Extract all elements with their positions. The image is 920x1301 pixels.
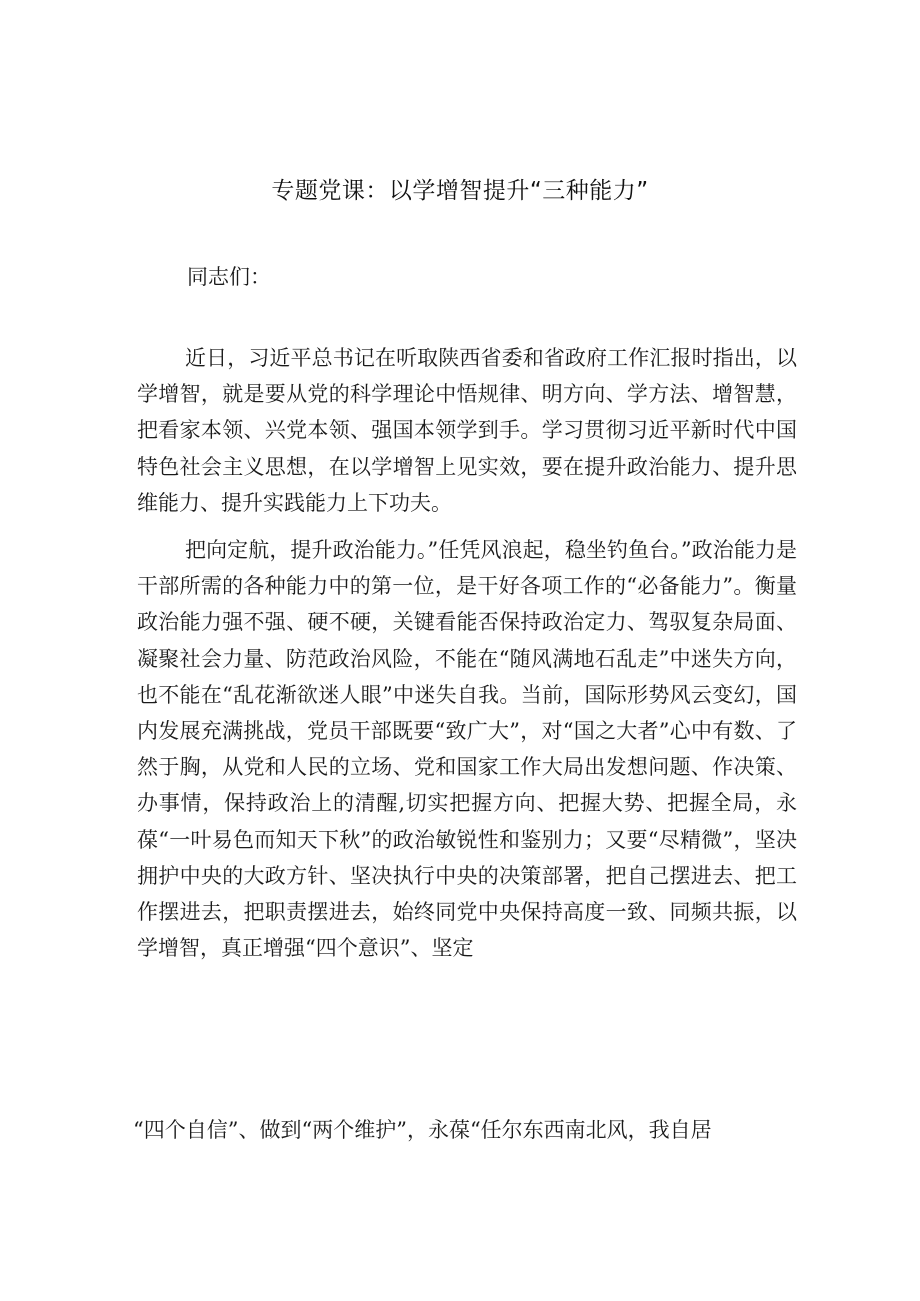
greeting: 同志们： (187, 265, 271, 289)
document-title: 专题党课：以学增智提升“三种能力” (271, 178, 649, 204)
paragraph-2-text: 把向定航，提升政治能力。”任凭风浪起，稳坐钓鱼台。”政治能力是干部所需的各种能力中的第一位，是干好各项工作的“必备能力”。衡量政治能力强不强、硬不硬，关键看能否保持政治定力、驾驭复杂局面、凝聚社会力量、防范政治风险，不能在“随风满地石乱走”中迷失方向，也不能在“乱花渐欲迷人眼”中迷失自我。当前，国际形势风云变幻，国内发展充满挑战，党员干部既要“致广大”，对“国之大者”心中有数、了然于胸，从党和人民的立场、党和国家工作大局出发想问题、作决策、办事情，保持政治上的清醒,切实把握方向、把握大势、把握全局，永葆“一叶易色而知天下秋”的政治敏锐性和鉴别力；又要“尽精微”，坚决拥护中央的大政方针、坚决执行中央的决策部署，把自己摆进去、把工作摆进去，把职责摆进去，始终同党中央保持高度一致、同频共振，以学增智，真正增强“四个意识”、坚定 (137, 538, 797, 961)
paragraph-3 (133, 1112, 803, 1148)
paragraph-1-text: 近日，习近平总书记在听取陕西省委和省政府工作汇报时指出，以学增智，就是要从党的科学理论中悟规律、明方向、学方法、增智慧，把看家本领、兴党本领、强国本领学到手。学习贯彻习近平新时代中国特色社会主义思想，在以学增智上见实效，要在提升政治能力、提升思维能力、提升实践能力上下功夫。 (137, 346, 797, 515)
paragraph-3-text: “四个自信”、做到“两个维护”，永葆“任尔东西南北风，我自居 (133, 1118, 712, 1142)
paragraph-1 (137, 340, 797, 521)
paragraph-2 (137, 532, 797, 966)
